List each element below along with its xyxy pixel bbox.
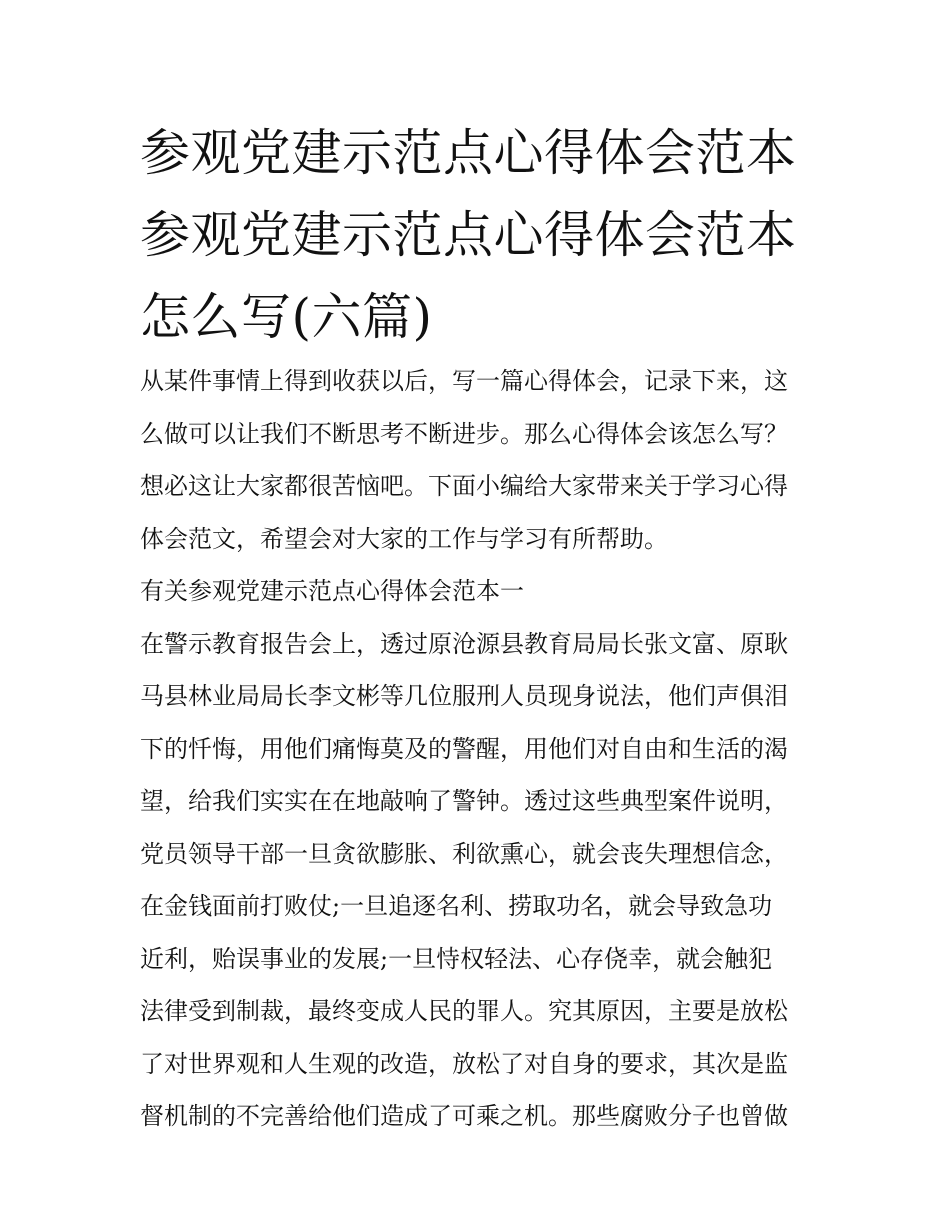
body-line: 望，给我们实实在在地敲响了警钟。透过这些典型案件说明， (140, 787, 788, 815)
body-line: 党员领导干部一旦贪欲膨胀、利欲熏心，就会丧失理想信念， (140, 839, 788, 868)
body-line: 督机制的不完善给他们造成了可乘之机。那些腐败分子也曾做 (140, 1102, 788, 1130)
body-line: 在金钱面前打败仗;一旦追逐名利、捞取功名，就会导致急功 (140, 892, 773, 920)
title-line: 参观党建示范点心得体会范本 (140, 124, 797, 182)
body-line: 么做可以让我们不断思考不断进步。那么心得体会该怎么写？ (140, 419, 788, 448)
title-line: 怎么写(六篇) (140, 288, 433, 346)
title-line: 参观党建示范点心得体会范本 (140, 206, 797, 264)
body-line: 了对世界观和人生观的改造，放松了对自身的要求，其次是监 (140, 1049, 788, 1078)
body-line: 体会范文，希望会对大家的工作与学习有所帮助。 (140, 524, 668, 553)
body-line: 从某件事情上得到收获以后，写一篇心得体会，记录下来，这 (140, 367, 788, 395)
body-line: 马县林业局局长李文彬等几位服刑人员现身说法，他们声俱泪 (140, 682, 788, 710)
section-heading: 有关参观党建示范点心得体会范本一 (140, 577, 524, 605)
body-line: 法律受到制裁，最终变成人民的罪人。究其原因，主要是放松 (140, 997, 788, 1025)
body-line: 近利，贻误事业的发展;一旦恃权轻法、心存侥幸，就会触犯 (140, 944, 773, 973)
body-line: 下的忏悔，用他们痛悔莫及的警醒，用他们对自由和生活的渴 (140, 734, 788, 763)
body-line: 想必这让大家都很苦恼吧。下面小编给大家带来关于学习心得 (140, 472, 788, 500)
body-line: 在警示教育报告会上，透过原沧源县教育局局长张文富、原耿 (140, 629, 788, 658)
document-body (140, 355, 820, 1143)
document-title (140, 112, 820, 358)
